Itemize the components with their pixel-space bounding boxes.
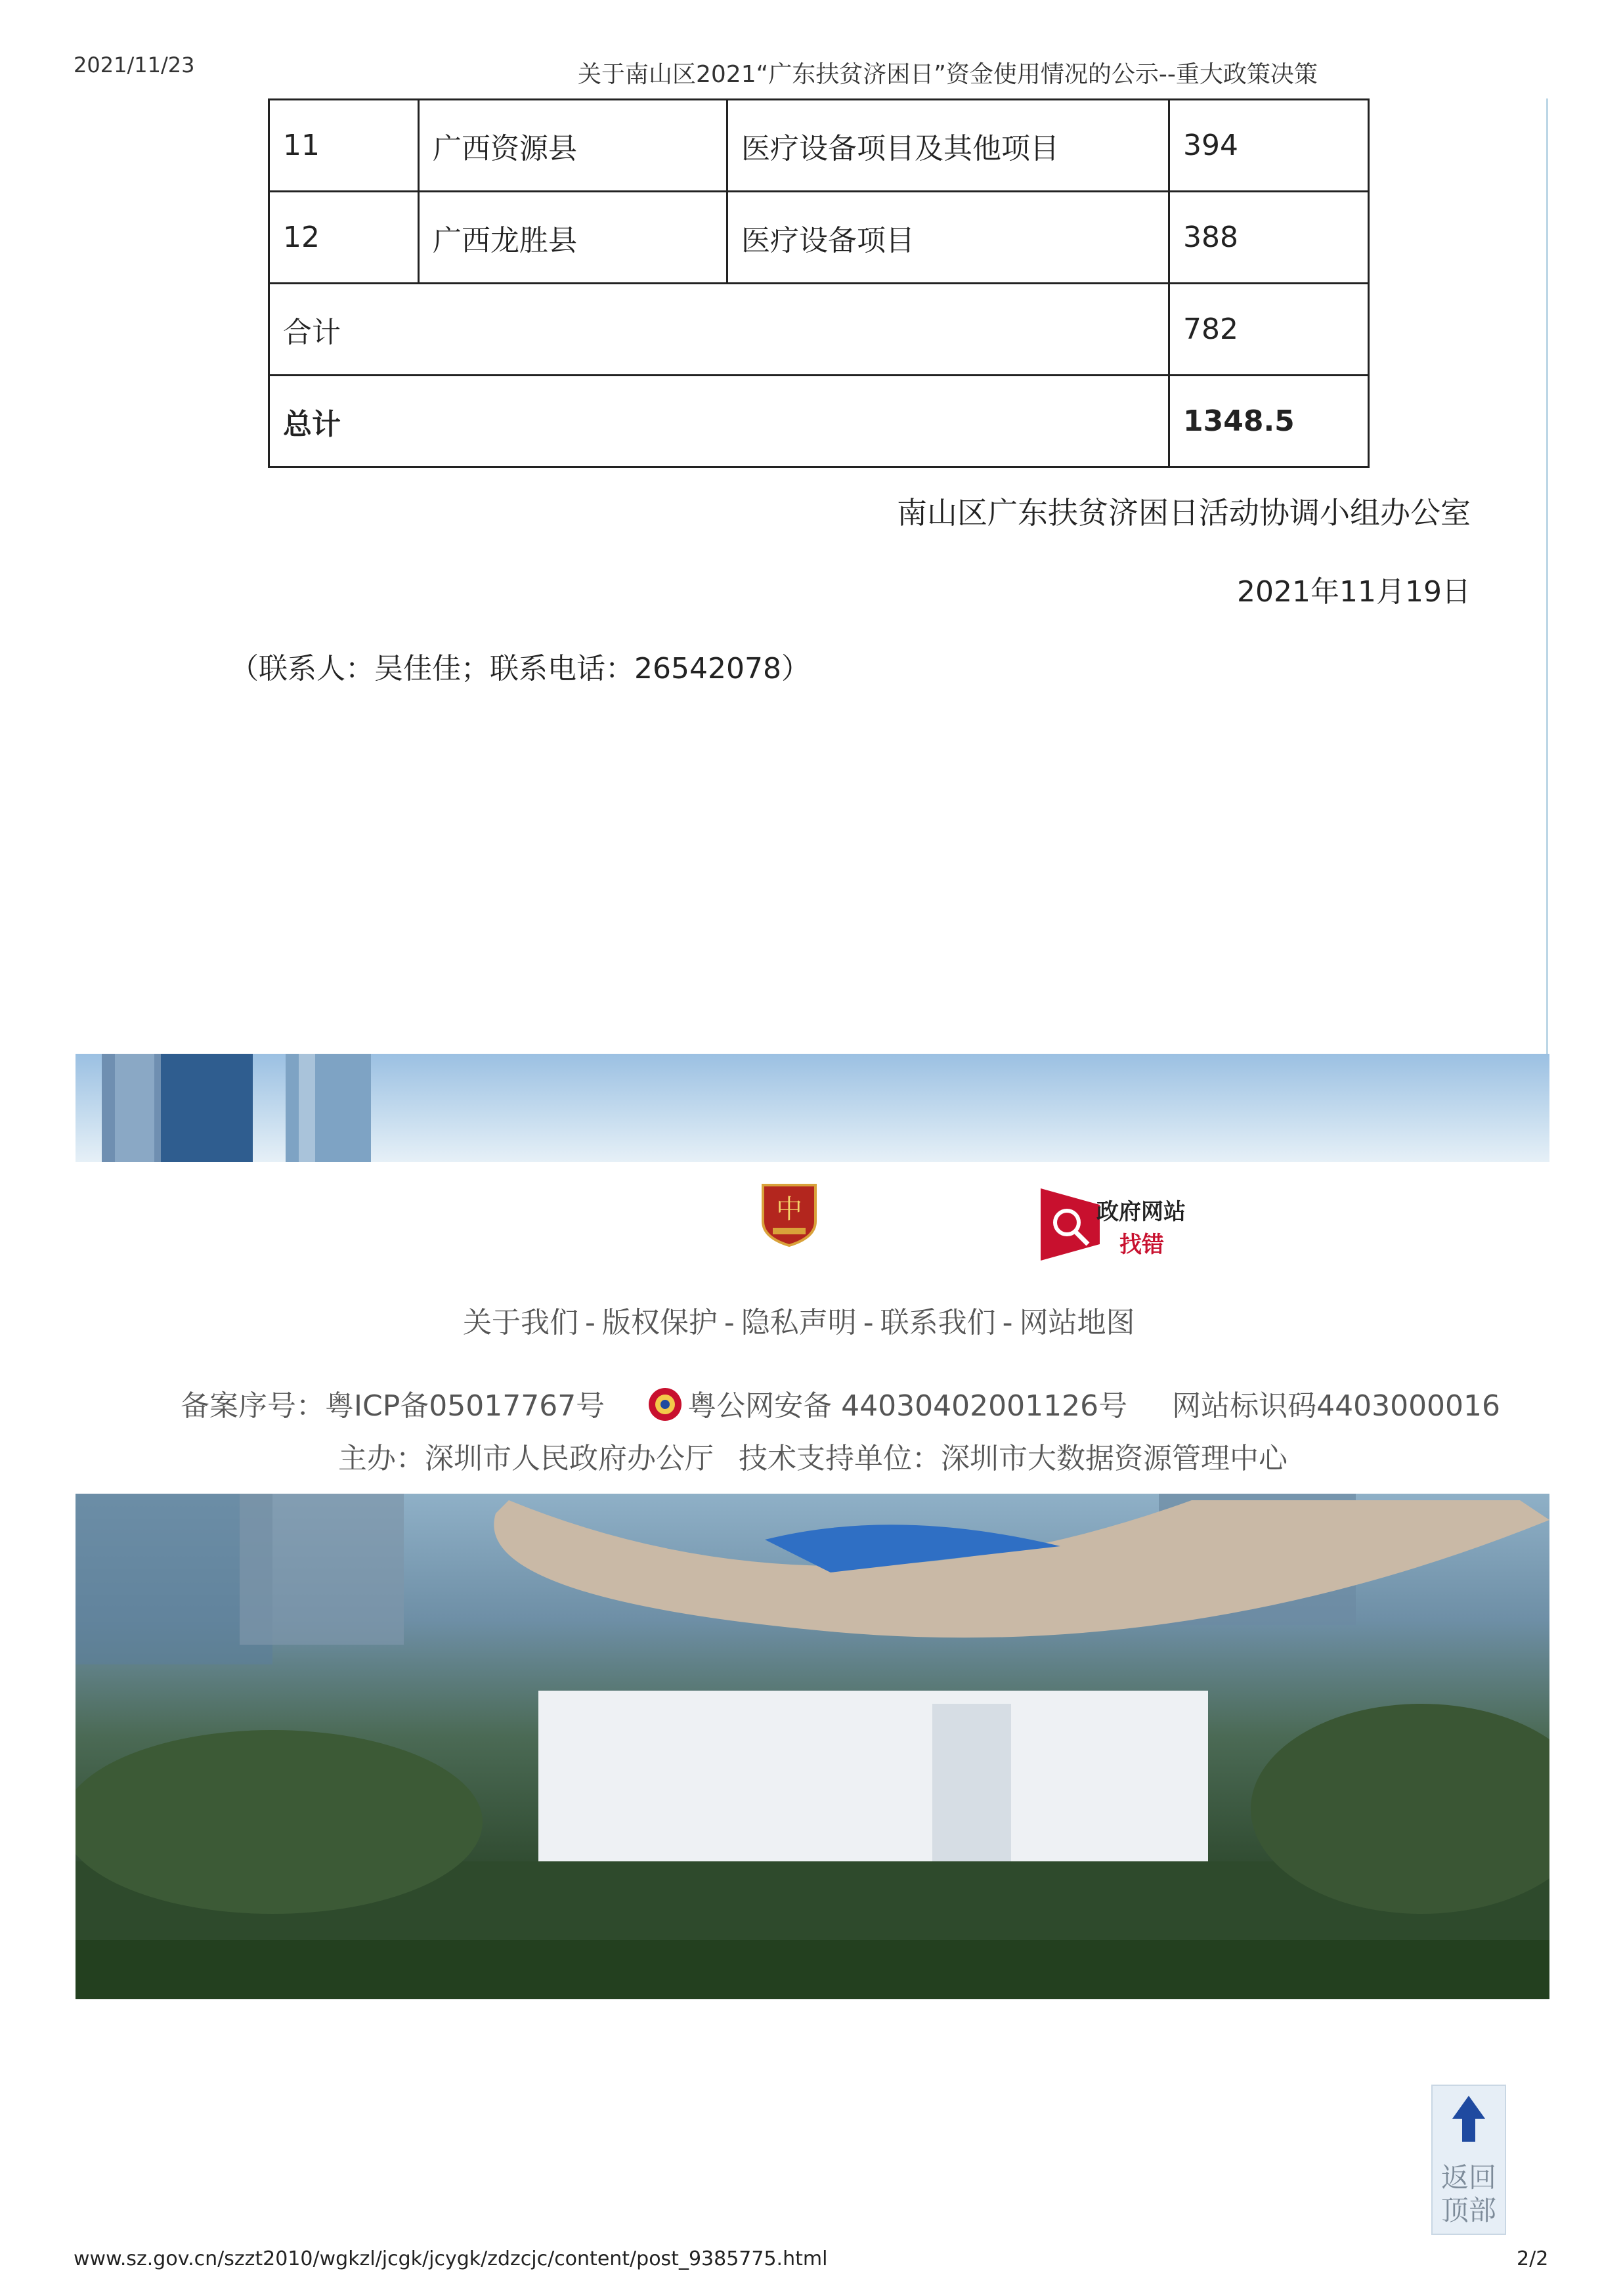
find-error-title: 政府网站 [1096,1199,1186,1225]
county-cell: 广西资源县 [419,100,727,192]
footer-links: 关于我们 - 版权保护 - 隐私声明 - 联系我们 - 网站地图 [463,1306,1135,1339]
subtotal-amount: 782 [1169,284,1369,376]
site-code: 网站标识码4403000016 [1172,1389,1501,1423]
subtotal-row [269,284,1369,376]
county-cell: 广西龙胜县 [419,192,727,284]
civic-center-photo [76,1494,1549,1999]
party-emblem-icon[interactable] [760,1182,819,1247]
arrow-up-icon [1433,2086,1505,2152]
registration-line [181,1382,1500,1429]
row-number: 12 [269,192,419,284]
host-line [338,1435,1288,1477]
link-copyright[interactable]: 版权保护 [601,1306,718,1339]
total-row [269,376,1369,467]
signoff-org: 南山区广东扶贫济困日活动协调小组办公室 [897,495,1471,531]
contact-info: （联系人：吴佳佳；联系电话：26542078） [230,652,810,685]
police-badge-icon [647,1386,683,1423]
table-row [269,192,1369,284]
tech-support: 技术支持单位：深圳市大数据资源管理中心 [739,1442,1288,1475]
icp-number[interactable]: 备案序号：粤ICP备05017767号 [181,1389,605,1423]
police-record[interactable]: 粤公网安备 44030402001126号 [687,1389,1128,1423]
funds-table [268,98,1370,468]
find-error-subtitle: 找错 [1119,1232,1164,1258]
link-contact[interactable]: 联系我们 [880,1306,996,1339]
print-date: 2021/11/23 [74,53,195,77]
subtotal-label: 合计 [269,284,1169,376]
project-cell: 医疗设备项目 [727,192,1169,284]
amount-cell: 388 [1169,192,1369,284]
link-privacy[interactable]: 隐私声明 [741,1306,857,1339]
table-row [269,100,1369,192]
footer-banner-skyline [76,1054,1549,1162]
back-to-top-label: 返回顶部 [1440,2161,1496,2226]
svg-text:中: 中 [776,1194,802,1224]
total-amount: 1348.5 [1169,376,1369,467]
find-error-link[interactable] [1041,1188,1205,1261]
host-org: 主办：深圳市人民政府办公厅 [338,1442,714,1475]
page-number: 2/2 [1517,2247,1549,2270]
magnifier-icon [1041,1188,1100,1261]
print-header-title: 关于南山区2021“广东扶贫济困日”资金使用情况的公示--重大政策决策 [578,61,1318,88]
print-footer-url: www.sz.gov.cn/szzt2010/wgkzl/jcgk/jcygk/zdzcjc/content/post_9385775.html [74,2247,828,2270]
back-to-top-button[interactable] [1431,2085,1506,2235]
project-cell: 医疗设备项目及其他项目 [727,100,1169,192]
total-label: 总计 [269,376,1169,467]
row-number: 11 [269,100,419,192]
signoff-date: 2021年11月19日 [1237,575,1471,609]
link-sitemap[interactable]: 网站地图 [1019,1306,1135,1339]
amount-cell: 394 [1169,100,1369,192]
link-about-us[interactable]: 关于我们 [463,1306,578,1339]
